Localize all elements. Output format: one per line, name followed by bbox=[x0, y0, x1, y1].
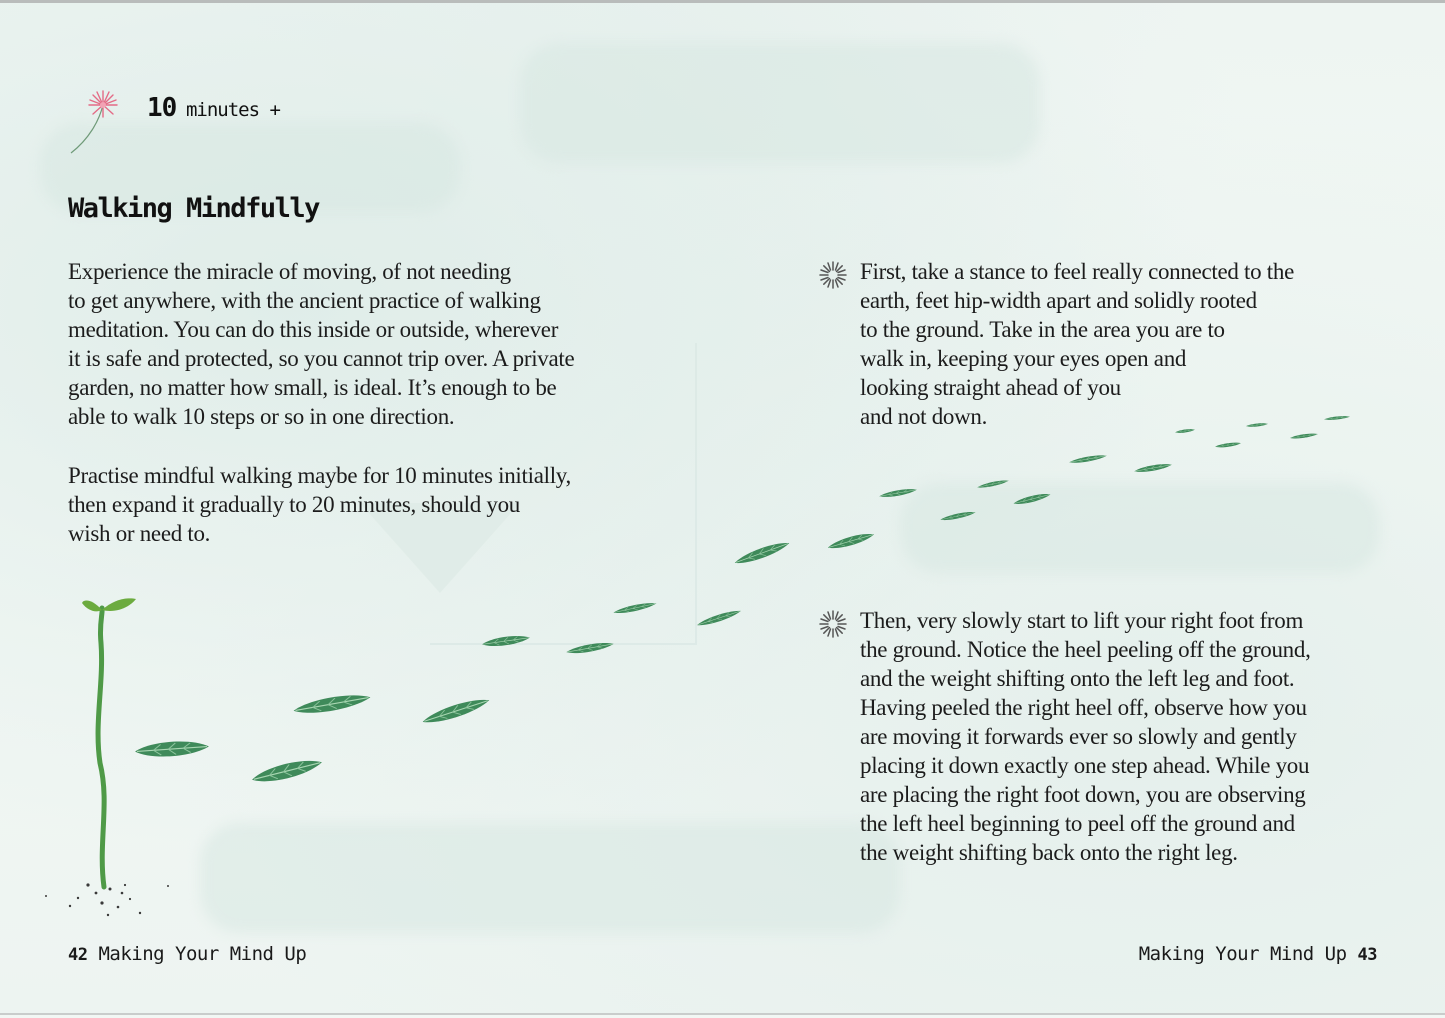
intro-paragraph-2 bbox=[68, 461, 571, 548]
footer-left bbox=[68, 943, 306, 965]
page-number-left: 42 bbox=[68, 945, 88, 965]
text-line: the left heel beginning to peel off the ground and bbox=[860, 811, 1295, 836]
text-line: wish or need to. bbox=[68, 521, 211, 546]
running-title-right: Making Your Mind Up bbox=[1138, 943, 1347, 965]
text-line: and not down. bbox=[860, 404, 988, 429]
text-line: First, take a stance to feel really connected to the bbox=[860, 259, 1294, 284]
text-line: are moving it forwards ever so slowly and gently bbox=[860, 724, 1297, 749]
starburst-icon bbox=[818, 260, 848, 290]
text-line: earth, feet hip-width apart and solidly rooted bbox=[860, 288, 1257, 313]
flower-icon bbox=[65, 81, 125, 161]
text-line: Then, very slowly start to lift your right foot from bbox=[860, 608, 1304, 633]
text-line: it is safe and protected, so you cannot trip over. A private bbox=[68, 346, 575, 371]
text-line: are placing the right foot down, you are observing bbox=[860, 782, 1306, 807]
footer-right bbox=[1139, 943, 1377, 965]
text-line: meditation. You can do this inside or outside, wherever bbox=[68, 317, 559, 342]
text-line: looking straight ahead of you bbox=[860, 375, 1121, 400]
text-line: able to walk 10 steps or so in one direction. bbox=[68, 404, 455, 429]
running-title-left: Making Your Mind Up bbox=[98, 943, 307, 965]
text-line: to get anywhere, with the ancient practice of walking bbox=[68, 288, 541, 313]
timer-number: 10 bbox=[147, 93, 177, 123]
step-text bbox=[860, 257, 1294, 431]
page-title: Walking Mindfully bbox=[68, 193, 319, 224]
background-brush-stroke bbox=[200, 823, 900, 933]
timer-header bbox=[65, 81, 325, 161]
page-number-right: 43 bbox=[1357, 945, 1377, 965]
text-line: then expand it gradually to 20 minutes, should you bbox=[68, 492, 520, 517]
text-line: Experience the miracle of moving, of not needing bbox=[68, 259, 511, 284]
timer-label bbox=[147, 93, 280, 123]
background-brush-stroke bbox=[900, 483, 1380, 573]
text-line: garden, no matter how small, is ideal. It’s enough to be bbox=[68, 375, 557, 400]
step-text bbox=[860, 606, 1311, 867]
timer-unit: minutes + bbox=[185, 99, 280, 121]
text-line: walk in, keeping your eyes open and bbox=[860, 346, 1187, 371]
text-line: Practise mindful walking maybe for 10 minutes initially, bbox=[68, 463, 571, 488]
seedling-icon bbox=[45, 598, 169, 916]
background-brush-stroke bbox=[520, 43, 1040, 163]
text-line: Having peeled the right heel off, observe how you bbox=[860, 695, 1307, 720]
text-line: the ground. Notice the heel peeling off the ground, bbox=[860, 637, 1311, 662]
starburst-icon bbox=[818, 609, 848, 639]
text-line: placing it down exactly one step ahead. While you bbox=[860, 753, 1310, 778]
text-line: and the weight shifting onto the left leg and foot. bbox=[860, 666, 1295, 691]
text-line: to the ground. Take in the area you are to bbox=[860, 317, 1225, 342]
text-line: the weight shifting back onto the right leg. bbox=[860, 840, 1238, 865]
intro-paragraph-1 bbox=[68, 257, 574, 431]
